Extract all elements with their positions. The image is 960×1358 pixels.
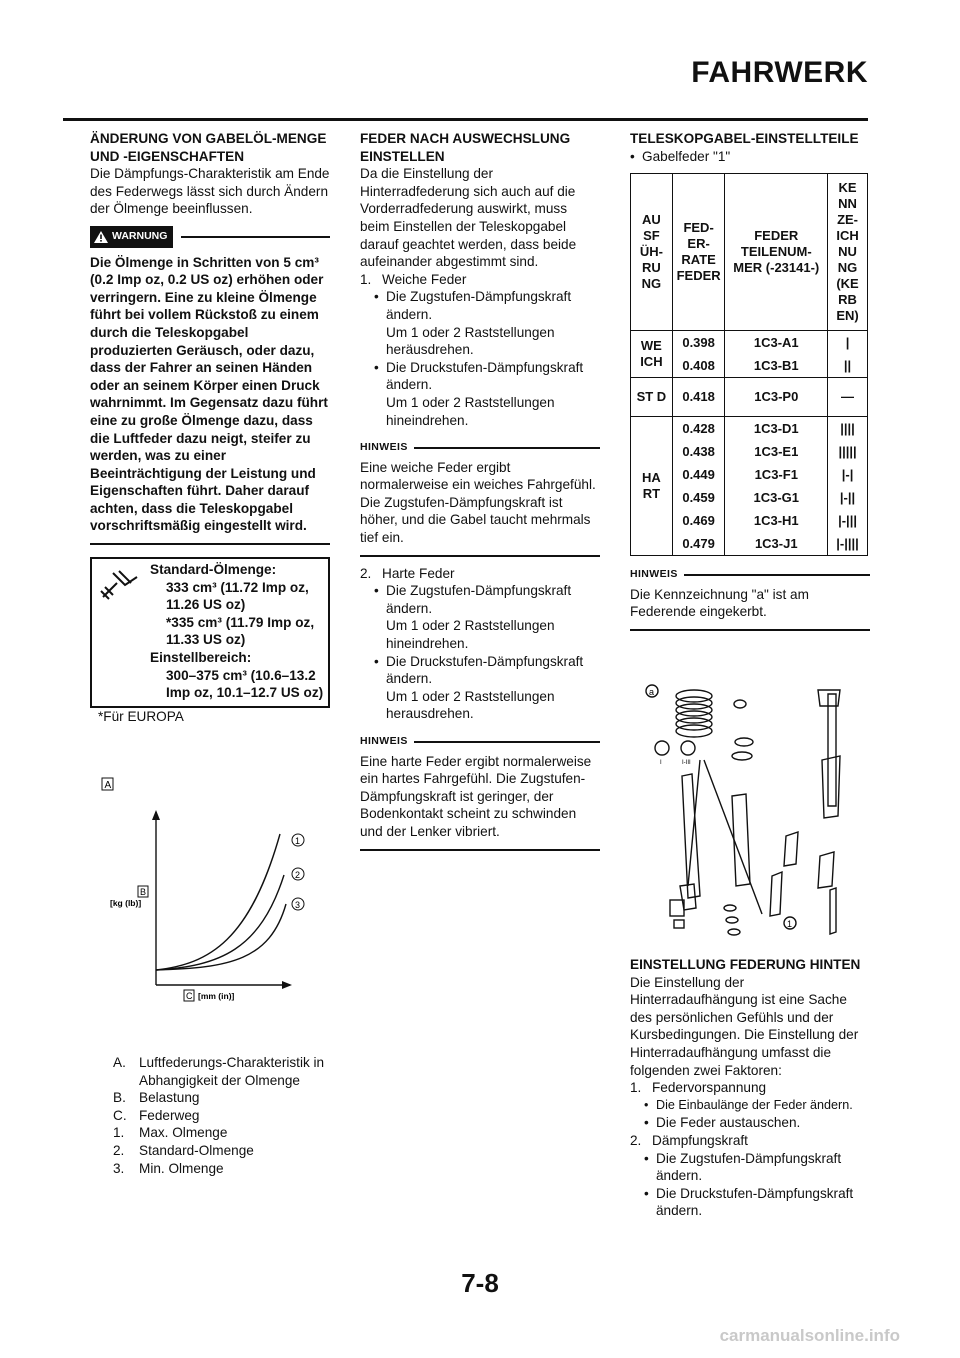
warning-triangle-icon [94,231,108,243]
section-heading-oil: ÄNDERUNG VON GABELÖL-MENGE UND -EIGENSCHAFTEN [90,131,327,164]
footnote-europa: *Für EUROPA [98,708,184,724]
table-row: ST D 0.418 1C3-P0 — [631,378,868,417]
table-header: FEDER TEILENUM-MER (-23141-) [725,174,828,331]
spec-std-label: Standard-Ölmenge: [150,562,277,578]
spec-box [90,557,330,708]
page-number: 7-8 [461,1268,499,1298]
curve-max [156,834,280,970]
list-item: 1. Federvorspannung [630,1080,767,1096]
list-item: 1. Weiche Feder [360,271,467,287]
curve-std [156,875,284,970]
bullet-sub: Um 1 oder 2 Raststellungen hineindrehen. [386,394,555,428]
note-header: HINWEIS [630,566,870,584]
graph-unit-x: [mm (in)] [198,991,235,1001]
curve-label-2: 2 [295,870,301,880]
group-cell: WE ICH [631,331,673,378]
curve-label-3: 3 [295,900,301,910]
warning-label: WARNUNG [112,229,168,242]
bullet-item: • Die Druckstufen-Dämpfungskraft ändern. [374,653,584,687]
note-mark: Die Kennzeichnung "a" ist am Federende eingekerbt. [630,586,809,620]
legend-item: 2. Standard-Olmenge [113,1142,254,1158]
spring-table [630,173,868,556]
callout-a: a [649,687,655,697]
table-header: FED-ER-RATE FEDER [672,174,725,331]
spec-range-label: Einstellbereich: [150,650,252,666]
callout-1: 1 [787,919,793,929]
spec-std-value2: *335 cm³ (11.79 Imp oz, 11.33 US oz) [166,614,315,648]
column-spring-adjust [360,130,600,859]
warning-banner [90,226,330,248]
bullet-item: • Die Zugstufen-Dämpfungskraft ändern. [374,583,572,616]
table-row: 0.408 1C3-B1 || [631,354,868,378]
fork-parts-illustration [640,676,870,946]
table-row: 0.449 1C3-F1 |-| [631,463,868,486]
table-header: AU SF ÜH-RU NG [631,174,673,331]
table-header: KE NN ZE-ICH NU NG (KE RB EN) [828,174,868,331]
section-rear-suspension [630,956,870,1220]
table-row: HA RT 0.428 1C3-D1 |||| [631,417,868,441]
list-item: 2. Harte Feder [360,565,455,581]
graph-label-b: B [140,887,147,897]
curve-label-1: 1 [295,836,301,846]
bullet-item: • Die Druckstufen-Dämpfungskraft ändern. [374,359,584,393]
table-row: 0.469 1C3-H1 |-||| [631,509,868,532]
table-row: 0.438 1C3-E1 ||||| [631,440,868,463]
bullet-sub: Um 1 oder 2 Raststellungen hineindrehen. [386,618,555,652]
rear-intro: Die Einstellung der Hinterradaufhängung ist eine Sache des persönlichen Gefühls und der Kursbedingungen. Die Einstellung der Hinterradaufhängung umfasst die folgenden zwei Faktoren: [630,974,859,1078]
mark-iiii: I-III [682,760,691,766]
graph-label-a: A [104,780,112,791]
mark-i: I [660,760,662,766]
note-soft: Eine weiche Feder ergibt normalerweise ein weiches Fahrgefühl. Die Zugstufen-Dämpfungskraft ist höher, und die Gabel taucht mehrmals tief ein. [360,459,596,546]
oil-intro: Die Dämpfungs-Charakteristik am Ende des Federwegs lässt sich durch Ändern der Ölmenge beeinflussen. [90,166,330,217]
note-header: HINWEIS [360,733,600,751]
section-heading-rear: EINSTELLUNG FEDERUNG HINTEN [630,957,861,972]
graph-unit-y: [kg (lb)] [110,898,142,908]
legend-item: 1. Max. Olmenge [113,1125,228,1141]
note-hard: Eine harte Feder ergibt normalerweise ein hartes Fahrgefühl. Die Zugstufen-Dämpfungskraft ist geringer, der Bodenkontakt scheint zu schwinden und der Lenker vibriert. [360,753,592,839]
spec-range-value: 300–375 cm³ (10.6–13.2 Imp oz, 10.1–12.7 US oz) [166,667,324,701]
table-header-row [631,174,868,331]
bullet-item: • Die Zugstufen-Dämpfungskraft ändern. [374,289,572,322]
table-row: WE ICH 0.398 1C3-A1 | [631,331,868,355]
graph-label-c: C [186,991,193,1001]
bullet-item: • Die Einbaulänge der Feder ändern. [644,1097,853,1112]
bullet-item: • Die Feder austauschen. [644,1115,801,1131]
table-row: 0.479 1C3-J1 |-|||| [631,532,868,556]
oil-volume-graph [100,770,330,1010]
warning-text: Die Ölmenge in Schritten von 5 cm³ (0.2 Imp oz, 0.2 US oz) erhöhen oder verringern. Eine zu kleine Ölmenge führt bei vollem Rückstoß zu einem durch die Teleskopgabel produzierten Geräusch, oder dazu, dass der Fahrer an seinen Händen oder an seinem Körper einen Druck wahrnimmt. Im Gegensatz dazu führt eine zu große Ölmenge dazu, dass die Luftfeder dazu neigt, steifer zu werden, was zu einer Beeinträchtigung der Leistung und Eigenschaften führt. Daher darauf achten, dass die Teleskopgabel vorschriftsmäßig eingestellt wird. [90,254,328,534]
legend-item: B. Belastung [113,1090,200,1106]
wrench-icon [99,567,139,601]
footer-watermark: carmanualsonline.info [719,1326,900,1345]
column-oil-volume [90,130,330,725]
spring-intro: Da die Einstellung der Hinterradfederung sich auch auf die Vorderradfederung auswirkt, muss beim Einstellen der Teleskopgabel darauf geachtet werden, dass beide aufeinander abgestimmt sind. [360,166,577,270]
graph-legend [113,1054,338,1177]
legend-item: 3. Min. Olmenge [113,1160,224,1176]
header-rule [63,118,868,121]
bullet-item: • Die Druckstufen-Dämpfungskraft ändern. [644,1185,854,1219]
legend-item: A. Luftfederungs-Charakteristik in Abhangigkeit der Olmenge [113,1055,325,1088]
group-cell: HA RT [631,417,673,556]
column-fork-parts [630,130,870,639]
table-row: 0.459 1C3-G1 |-|| [631,486,868,509]
bullet-sub: Um 1 oder 2 Raststellungen heräusdrehen. [386,324,555,358]
bullet-item: • Die Zugstufen-Dämpfungskraft ändern. [644,1150,842,1184]
section-heading-fork: TELESKOPGABEL-EINSTELLTEILE [630,131,859,146]
page-header-title: FAHRWERK [691,56,868,89]
note-header: HINWEIS [360,439,600,457]
group-cell: ST D [631,378,673,417]
legend-item: C. Federweg [113,1107,200,1123]
section-heading-spring: FEDER NACH AUSWECHSLUNG EINSTELLEN [360,131,571,164]
list-item: 2. Dämpfungskraft [630,1132,748,1148]
bullet-item: • Gabelfeder "1" [630,148,731,164]
spec-std-value1: 333 cm³ (11.72 Imp oz, 11.26 US oz) [166,579,309,613]
bullet-sub: Um 1 oder 2 Raststellungen herausdrehen. [386,688,555,722]
